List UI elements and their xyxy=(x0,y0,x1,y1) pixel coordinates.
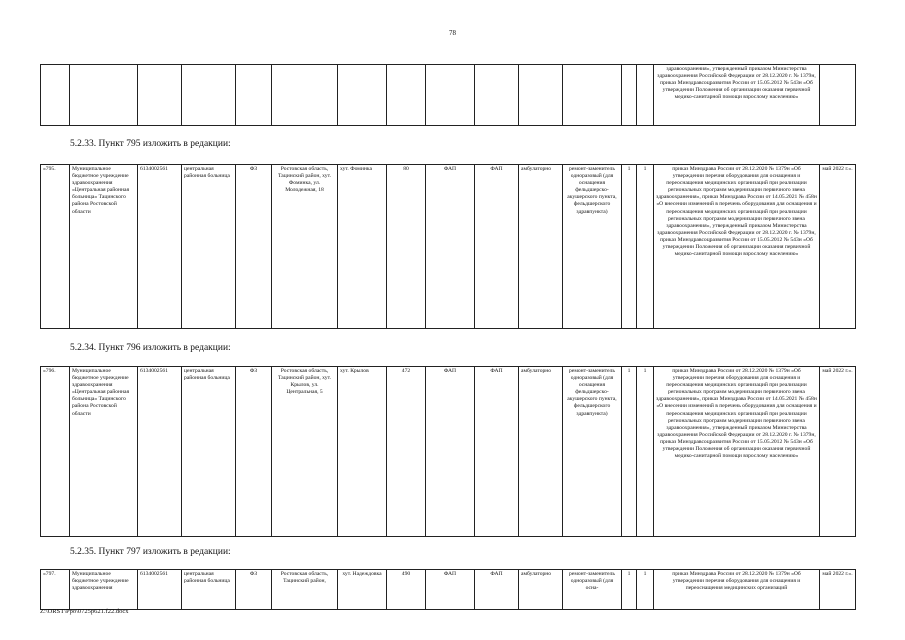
population-cell: 472 xyxy=(387,367,426,537)
file-path-footer: Z:\ORST\Ppo\0725p621.f22.docx xyxy=(40,608,129,615)
qty2-cell: 1 xyxy=(637,165,654,329)
section-heading: 5.2.34. Пункт 796 изложить в редакции: xyxy=(70,343,231,353)
table-item-797 xyxy=(40,569,856,610)
organization-cell: Муниципальное бюджетное учреждение здравоохранения xyxy=(70,570,138,610)
unit-current-cell: ФАП xyxy=(426,165,475,329)
table-item-796 xyxy=(40,366,856,537)
action-cell: ремонт-заменитель одноразовый (для оснащения фельдшерско-акушерского пункта, фельдшерского здравпункта) xyxy=(563,367,622,537)
qty2-cell: 1 xyxy=(637,570,654,610)
inn-cell: 6134002561 xyxy=(138,367,182,537)
care-type-cell: амбулаторно xyxy=(519,165,563,329)
basis-cell: приказ Минздрава России от 28.12.2020 № 1379н «Об утверждении перечня оборудования для оснащения и переоснащения медицинских организаций xyxy=(654,570,820,610)
basis-cell: приказ Минздрава России от 28.12.2020 № 1379н «Об утверждении перечня оборудования для оснащения и переоснащения медицинских организаций при реализации региональных программ модернизации первичного звена здравоохранения», приказ Минздрава России от 14.05.2021 № 458н «О внесении изменений в перечень оборудования для оснащения и переоснащения медицинских организаций при реализации региональных программ модернизации первичного звена здравоохранения», утвержденный приказом Министерства здравоохранения Российской Федерации от 28.12.2020 г. № 1379н, приказ Минздравсоцразвития России от 15.05.2012 № 543н «Об утверждении Положения об организации оказания первичной медико-санитарной помощи взрослому населению» xyxy=(654,165,820,329)
basis-cell: приказ Минздрава России от 28.12.2020 № 1379н «Об утверждении перечня оборудования для оснащения и переоснащения медицинских организаций при реализации региональных программ модернизации первичного звена здравоохранения», приказ Минздрава России от 14.05.2021 № 458н «О внесении изменений в перечень оборудования для оснащения и переоснащения медицинских организаций при реализации региональных программ модернизации первичного звена здравоохранения», утвержденный приказом Министерства здравоохранения Российской Федерации от 28.12.2020 г. № 1379н, приказ Минздравсоцразвития России от 15.05.2012 № 543н «Об утверждении Положения об организации оказания первичной медико-санитарной помощи взрослому населению» xyxy=(654,367,820,537)
unit-planned-cell: ФАП xyxy=(475,570,519,610)
date-cell: май 2022 г.». xyxy=(820,570,856,610)
table-row xyxy=(41,165,856,329)
settlement-cell: хут. Крылов xyxy=(338,367,387,537)
table-row xyxy=(41,367,856,537)
unit-current-cell: ФАП xyxy=(426,570,475,610)
law-cell: ФЗ xyxy=(236,367,272,537)
qty1-cell: 1 xyxy=(622,367,637,537)
date-cell: май 2022 г.». xyxy=(820,367,856,537)
unit-planned-cell: ФАП xyxy=(475,165,519,329)
basis-cell: здравоохранения», утвержденный приказом Министерства здравоохранения Российской Федерации от 28.12.2020 г. № 1379н, приказ Минздравсоцразвития России от 15.05.2012 № 543н «Об утверждении Положения об организации оказания первичной медико-санитарной помощи взрослому населению» xyxy=(654,65,820,126)
date-cell: май 2022 г.». xyxy=(820,165,856,329)
qty2-cell: 1 xyxy=(637,367,654,537)
page-number: 78 xyxy=(449,29,456,37)
organization-cell: Муниципальное бюджетное учреждение здравоохранения «Центральная районная больница» Тацинского района Ростовской области xyxy=(70,165,138,329)
action-cell: ремонт-заменитель одноразовый (для осна- xyxy=(563,570,622,610)
table-item-795 xyxy=(40,164,856,329)
address-cell: Ростовская область, Тацинский район, хут. Крылов, ул. Центральная, 5 xyxy=(272,367,338,537)
qty1-cell: 1 xyxy=(622,570,637,610)
table-fragment-top xyxy=(40,64,856,126)
hospital-type-cell: центральная районная больница xyxy=(182,570,236,610)
organization-cell: Муниципальное бюджетное учреждение здравоохранения «Центральная районная больница» Тацинского района Ростовской области xyxy=(70,367,138,537)
care-type-cell: амбулаторно xyxy=(519,367,563,537)
action-cell: ремонт-заменитель одноразовый (для оснащения фельдшерско-акушерского пункта, фельдшерского здравпункта) xyxy=(563,165,622,329)
population-cell: 490 xyxy=(387,570,426,610)
inn-cell: 6134002561 xyxy=(138,165,182,329)
section-heading: 5.2.33. Пункт 795 изложить в редакции: xyxy=(70,139,231,149)
inn-cell: 6134002561 xyxy=(138,570,182,610)
hospital-type-cell: центральная районная больница xyxy=(182,367,236,537)
hospital-type-cell: центральная районная больница xyxy=(182,165,236,329)
address-cell: Ростовская область, Тацинский район, xyxy=(272,570,338,610)
section-heading: 5.2.35. Пункт 797 изложить в редакции: xyxy=(70,547,231,557)
unit-current-cell: ФАП xyxy=(426,367,475,537)
row-number: «796. xyxy=(41,367,70,537)
qty1-cell: 1 xyxy=(622,165,637,329)
row-number: «797. xyxy=(41,570,70,610)
settlement-cell: хут. Фоминка xyxy=(338,165,387,329)
population-cell: 80 xyxy=(387,165,426,329)
address-cell: Ростовская область, Тацинский район, хут. Фоминка, ул. Молодежная, 18 xyxy=(272,165,338,329)
law-cell: ФЗ xyxy=(236,570,272,610)
care-type-cell: амбулаторно xyxy=(519,570,563,610)
row-number: «795. xyxy=(41,165,70,329)
law-cell: ФЗ xyxy=(236,165,272,329)
table-row xyxy=(41,570,856,610)
unit-planned-cell: ФАП xyxy=(475,367,519,537)
settlement-cell: хут. Надеждовка xyxy=(338,570,387,610)
